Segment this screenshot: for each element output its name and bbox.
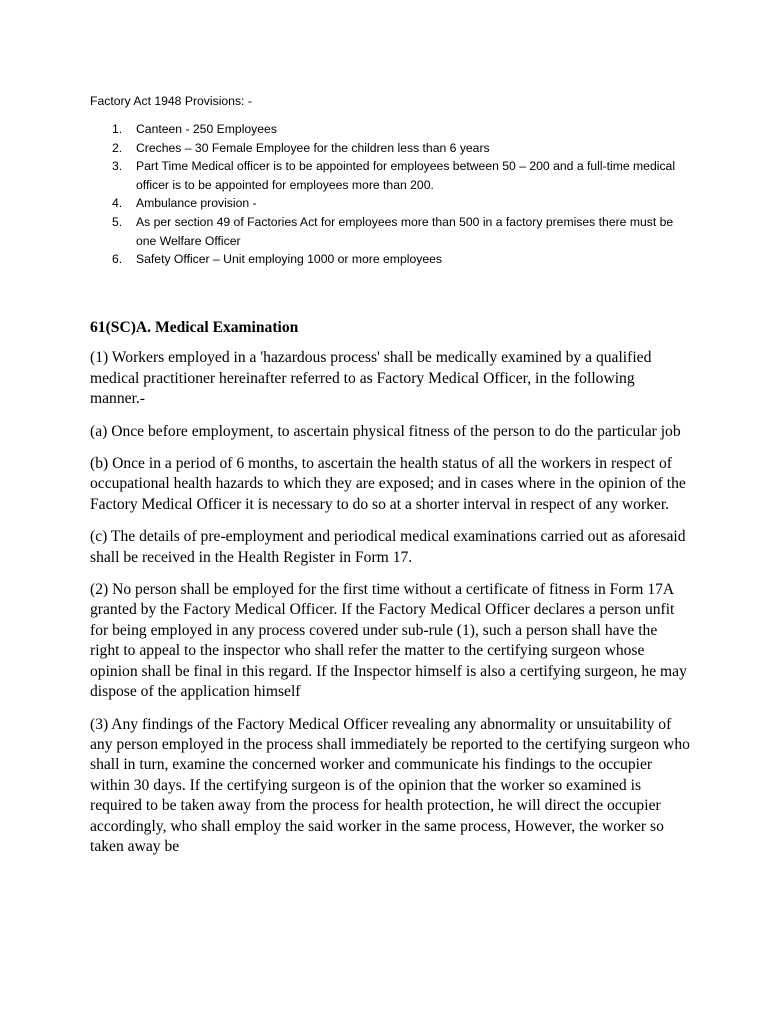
list-item [90, 139, 690, 158]
list-item-number: 1. [112, 122, 123, 136]
list-item [90, 120, 690, 139]
paragraph-1: (1) Workers employed in a 'hazardous process' shall be medically examined by a qualified medical practitioner hereinafter referred to as Factory Medical Officer, in the following manner.- [90, 349, 652, 408]
provisions-heading: Factory Act 1948 Provisions: - [90, 94, 252, 108]
list-item-text: Safety Officer – Unit employing 1000 or more employees [136, 252, 442, 267]
list-item [90, 157, 690, 194]
list-item-number: 6. [112, 252, 123, 267]
paragraph-3: (3) Any findings of the Factory Medical Officer revealing any abnormality or unsuitability of any person employed in the process shall immediately be reported to the certifying surgeon who shall in turn, examine the concerned worker and communicate his findings to the occupier within 30 days. If the certifying surgeon is of the opinion that the worker so examined is required to be taken away from the process for health protection, he will direct the occupier accordingly, who shall employ the said worker in the same process, However, the worker so taken away be [90, 715, 690, 855]
list-item-number: 5. [112, 214, 123, 229]
list-item-number: 2. [112, 140, 123, 155]
list-item-text: Part Time Medical officer is to be appointed for employees between 50 – 200 and a full-time medical officer is to be appointed for employees more than 200. [136, 159, 676, 192]
paragraph-1b: (b) Once in a period of 6 months, to ascertain the health status of all the workers in respect of occupational health hazards to which they are exposed; and in cases where in the opinion of the Factory Medical Officer it is necessary to do so at a shorter interval in respect of any worker. [90, 455, 686, 513]
section-title: 61(SC)A. Medical Examination [90, 319, 299, 336]
paragraph-1a: (a) Once before employment, to ascertain physical fitness of the person to do the particular job [90, 422, 681, 440]
list-item-text: Canteen - 250 Employees [136, 122, 277, 136]
list-item [90, 194, 690, 213]
list-item-text: Creches – 30 Female Employee for the children less than 6 years [136, 140, 490, 155]
list-item [90, 213, 690, 250]
list-item-text: As per section 49 of Factories Act for employees more than 500 in a factory premises there must be one Welfare Officer [136, 214, 674, 248]
list-item-number: 3. [112, 159, 123, 174]
medical-examination-section [90, 318, 690, 869]
paragraph-2: (2) No person shall be employed for the first time without a certificate of fitness in Form 17A granted by the Factory Medical Officer. If the Factory Medical Officer declares a person unfit for being employed in any process covered under sub-rule (1), such a person shall have the right to appeal to the inspector who shall refer the matter to the certifying surgeon whose opinion shall be final in this regard. If the Inspector himself is also a certifying surgeon, he may dispose of the application himself [90, 581, 687, 701]
paragraph-1c: (c) The details of pre-employment and periodical medical examinations carried out as aforesaid shall be received in the Health Register in Form 17. [90, 528, 686, 566]
provisions-list [90, 120, 690, 269]
list-item-number: 4. [112, 196, 123, 211]
list-item-text: Ambulance provision - [136, 196, 257, 211]
list-item [90, 250, 690, 269]
